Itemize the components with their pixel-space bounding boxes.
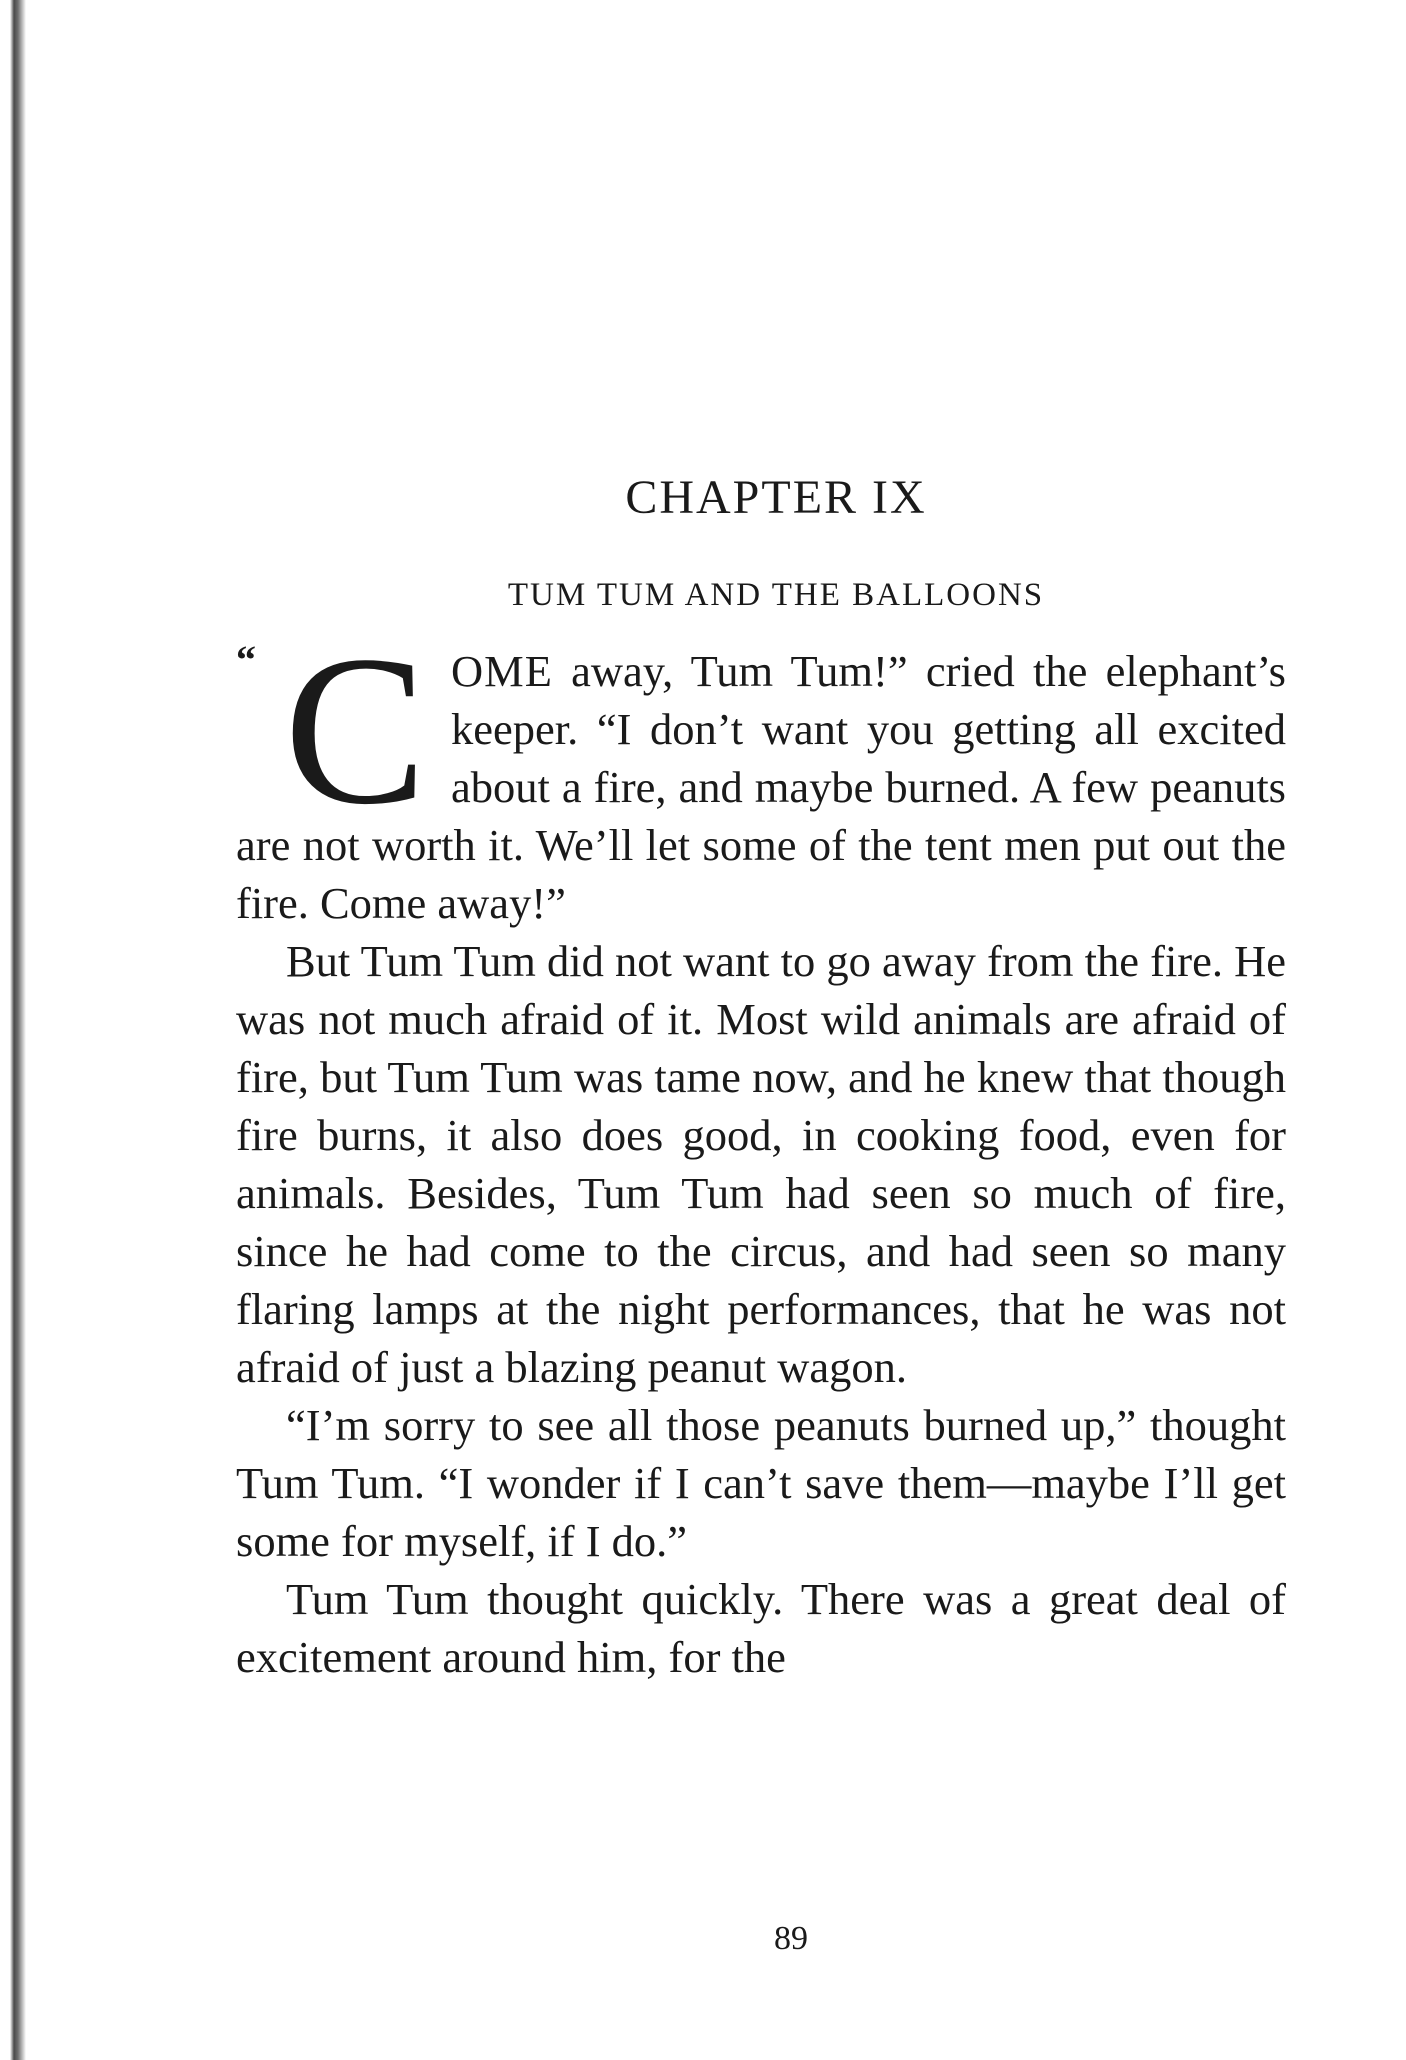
opening-paragraph bbox=[236, 612, 1286, 932]
book-page bbox=[236, 470, 1287, 1957]
chapter-subtitle: TUM TUM AND THE BALLOONS bbox=[507, 577, 1045, 613]
chapter-body bbox=[236, 612, 1287, 1686]
opening-quote-mark: “ bbox=[236, 637, 256, 682]
drop-cap-block bbox=[236, 612, 451, 849]
paragraph: “I’m sorry to see all those peanuts burned up,” thought Tum Tum. “I wonder if I can’t save them—maybe I’ll get some for myself, if I do.” bbox=[236, 1400, 1286, 1566]
page-number: 89 bbox=[774, 1920, 808, 1957]
paragraph: But Tum Tum did not want to go away from the fire. He was not much afraid of it. Most wild animals are afraid of fire, but Tum Tum was tame now, and he knew that though fire burns, it also does good, in cooking food, even for animals. Besides, Tum Tum had seen so much of fire, since he had come to the circus, and had seen so many flaring lamps at the night performances, that he was not afraid of just a blazing peanut wagon. bbox=[236, 936, 1287, 1392]
paragraph: Tum Tum thought quickly. There was a great deal of excitement around him, for the bbox=[236, 1574, 1286, 1682]
book-binding-edge bbox=[0, 0, 34, 2060]
opening-paragraph-text: away, Tum Tum!” cried the elephant’s keeper. “I don’t want you getting all excited about a fire, and maybe burned. A few peanuts are not worth it. We’ll let some of the tent men put out the fire. Come away!” bbox=[236, 646, 1286, 928]
opening-first-word: OME bbox=[451, 646, 553, 696]
drop-cap-letter: C bbox=[284, 612, 427, 849]
chapter-title: CHAPTER IX bbox=[625, 471, 927, 524]
